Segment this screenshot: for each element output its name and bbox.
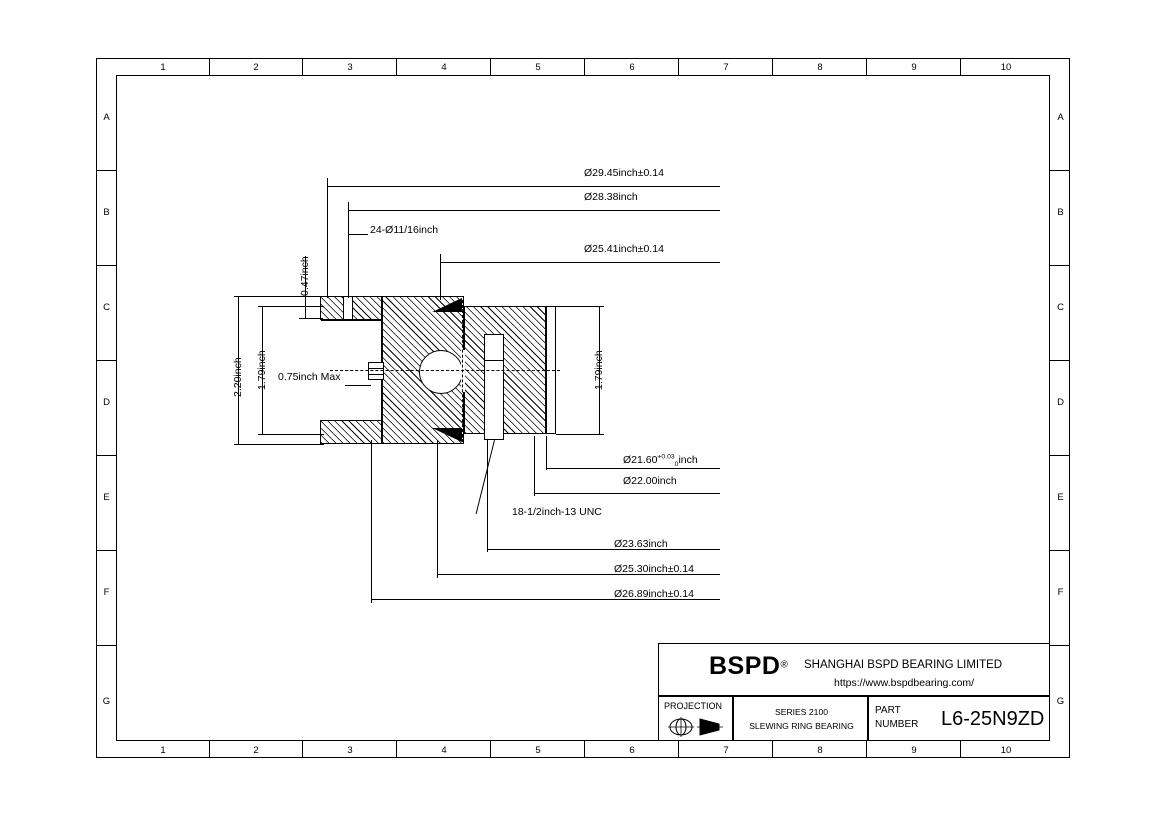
zone-label-bottom-5: 5 <box>535 745 541 756</box>
bore-tol-unit: inch <box>678 454 698 466</box>
zone-tick-right <box>1050 170 1070 171</box>
outer-ring-flange-lower <box>320 420 382 444</box>
zone-label-top-1: 1 <box>160 62 166 73</box>
zone-tick-left <box>96 645 116 646</box>
zone-tick-right <box>1050 550 1070 551</box>
dim-label-inner-height: 1.79inch <box>256 350 268 390</box>
zone-tick-top <box>960 58 961 75</box>
zone-label-top-4: 4 <box>441 62 447 73</box>
zone-label-right-F: F <box>1057 587 1064 598</box>
zone-tick-left <box>96 550 116 551</box>
outer-ring-notch-bottom <box>321 420 381 421</box>
dim-label-bolt-circle: Ø25.41inch±0.14 <box>584 243 664 255</box>
bolt-hole-bore <box>344 297 352 319</box>
zone-label-bottom-10: 10 <box>1000 745 1012 756</box>
threaded-hole <box>484 334 504 440</box>
ext-line-inner-height-bottom <box>258 434 324 435</box>
zone-label-left-B: B <box>103 207 110 218</box>
zone-tick-bottom <box>960 741 961 758</box>
zone-label-bottom-3: 3 <box>347 745 353 756</box>
zone-tick-right <box>1050 265 1070 266</box>
outer-ring-notch-top <box>321 320 381 321</box>
series-line-1: SERIES 2100 <box>774 707 829 717</box>
zone-tick-right <box>1050 455 1070 456</box>
zone-tick-left <box>96 170 116 171</box>
company-name: SHANGHAI BSPD BEARING LIMITED <box>804 659 1003 671</box>
zone-label-right-G: G <box>1056 696 1065 707</box>
zone-label-left-A: A <box>103 112 110 123</box>
zone-label-top-2: 2 <box>253 62 259 73</box>
zone-label-bottom-8: 8 <box>817 745 823 756</box>
brand-wrap <box>709 652 788 681</box>
bolt-hole-edge-right <box>352 296 353 320</box>
brand-name: BSPD <box>709 652 781 680</box>
zone-label-bottom-2: 2 <box>253 745 259 756</box>
zone-tick-bottom <box>678 741 679 758</box>
leader-bolt-holes <box>348 234 368 235</box>
ext-line-bore <box>534 436 535 496</box>
zone-tick-right <box>1050 645 1070 646</box>
part-label-line-1: PART <box>875 705 901 716</box>
grease-fitting <box>368 362 384 380</box>
title-block-part <box>868 696 1050 741</box>
zone-tick-top <box>209 58 210 75</box>
bore-tol-value: Ø21.60 <box>623 454 658 466</box>
projection-label: PROJECTION <box>664 701 723 711</box>
dim-label-right-height: 1.79inch <box>593 350 605 390</box>
zone-label-left-E: E <box>103 492 110 503</box>
ext-line-23-63 <box>487 440 488 552</box>
title-block-projection <box>658 696 733 741</box>
ext-line-bolt-circle <box>440 254 441 300</box>
zone-tick-left <box>96 265 116 266</box>
projection-symbol-icon <box>667 716 727 743</box>
zone-tick-bottom <box>396 741 397 758</box>
ext-line-total-height-bottom <box>234 444 324 445</box>
dim-label-od: Ø28.38inch <box>584 191 638 203</box>
ext-line-total-height-top <box>234 296 324 297</box>
zone-tick-bottom <box>302 741 303 758</box>
grease-fitting-line <box>368 368 384 369</box>
zone-label-right-E: E <box>1057 492 1064 503</box>
zone-label-top-7: 7 <box>723 62 729 73</box>
zone-label-bottom-4: 4 <box>441 745 447 756</box>
zone-tick-bottom <box>490 741 491 758</box>
ext-line-od-tol-left <box>327 178 328 298</box>
thread-line <box>484 360 504 361</box>
dim-line-od <box>348 210 720 211</box>
zone-label-bottom-9: 9 <box>911 745 917 756</box>
dim-label-23-63: Ø23.63inch <box>614 538 668 550</box>
zone-label-right-C: C <box>1057 302 1064 313</box>
dim-label-total-height: 2.20inch <box>232 357 244 397</box>
ball-element <box>419 350 463 394</box>
zone-label-bottom-1: 1 <box>160 745 166 756</box>
dim-label-26-89: Ø26.89inch±0.14 <box>614 588 694 600</box>
dim-line-bore <box>534 493 720 494</box>
dim-label-bore: Ø22.00inch <box>623 475 677 487</box>
zone-label-left-D: D <box>103 397 110 408</box>
zone-label-top-3: 3 <box>347 62 353 73</box>
zone-tick-bottom <box>584 741 585 758</box>
zone-label-top-8: 8 <box>817 62 823 73</box>
part-label-line-2: NUMBER <box>875 719 919 730</box>
series-line-2: SLEWING RING BEARING <box>749 721 854 731</box>
zone-label-bottom-7: 7 <box>723 745 729 756</box>
zone-tick-top <box>678 58 679 75</box>
dim-line-od-tol <box>327 186 720 187</box>
zone-tick-top <box>302 58 303 75</box>
zone-tick-top <box>866 58 867 75</box>
zone-tick-bottom <box>866 741 867 758</box>
zone-tick-left <box>96 360 116 361</box>
dim-label-ball-note: 0.75inch Max <box>278 371 341 383</box>
title-block-series <box>733 696 868 741</box>
zone-label-right-D: D <box>1057 397 1064 408</box>
zone-label-right-B: B <box>1057 207 1064 218</box>
ext-line-25-30 <box>437 440 438 578</box>
dim-label-bolt-holes: 24-Ø11/16inch <box>370 224 439 236</box>
title-block-company <box>658 643 1050 696</box>
leader-ball-note <box>345 385 371 386</box>
zone-tick-top <box>490 58 491 75</box>
zone-label-top-5: 5 <box>535 62 541 73</box>
dim-label-bore-tol <box>623 455 698 467</box>
center-line-horizontal <box>330 370 560 371</box>
dim-line-bolt-circle <box>440 262 720 263</box>
dim-line-23-63 <box>487 549 720 550</box>
zone-label-left-G: G <box>102 696 111 707</box>
center-line-vertical <box>462 300 463 442</box>
ext-line-26-89 <box>371 440 372 603</box>
zone-label-right-A: A <box>1057 112 1064 123</box>
company-website: https://www.bspdbearing.com/ <box>834 677 975 689</box>
sheet-inner-border <box>116 75 1050 741</box>
zone-tick-bottom <box>209 741 210 758</box>
ext-line-right-height-top <box>556 306 604 307</box>
zone-label-top-10: 10 <box>1000 62 1012 73</box>
ext-line-right-height-bottom <box>556 434 604 435</box>
dim-label-25-30: Ø25.30inch±0.14 <box>614 563 694 575</box>
dim-label-od-tol: Ø29.45inch±0.14 <box>584 167 664 179</box>
zone-label-bottom-6: 6 <box>629 745 635 756</box>
dim-line-bore-tol <box>546 468 720 469</box>
zone-label-top-9: 9 <box>911 62 917 73</box>
bore-tol-upper: +0.03 <box>657 453 675 461</box>
bore-tol-lower: 0 <box>674 461 679 469</box>
dim-label-thread-note: 18-1/2inch-13 UNC <box>512 506 602 518</box>
ext-line-inner-height-top <box>258 306 324 307</box>
zone-tick-top <box>772 58 773 75</box>
zone-tick-right <box>1050 360 1070 361</box>
grease-fitting-line <box>368 374 384 375</box>
registered-mark-icon: ® <box>780 659 788 671</box>
ext-line-od-left <box>348 202 349 298</box>
ext-line-flange-bottom <box>299 318 323 319</box>
zone-tick-left <box>96 455 116 456</box>
zone-label-left-F: F <box>103 587 110 598</box>
zone-tick-bottom <box>772 741 773 758</box>
zone-label-left-C: C <box>103 302 110 313</box>
zone-tick-top <box>396 58 397 75</box>
dim-label-flange-thickness: 0.47inch <box>299 256 311 296</box>
part-number-value: L6-25N9ZD <box>941 708 1045 730</box>
zone-tick-top <box>584 58 585 75</box>
ext-line-bore-tol <box>546 436 547 470</box>
zone-label-top-6: 6 <box>629 62 635 73</box>
